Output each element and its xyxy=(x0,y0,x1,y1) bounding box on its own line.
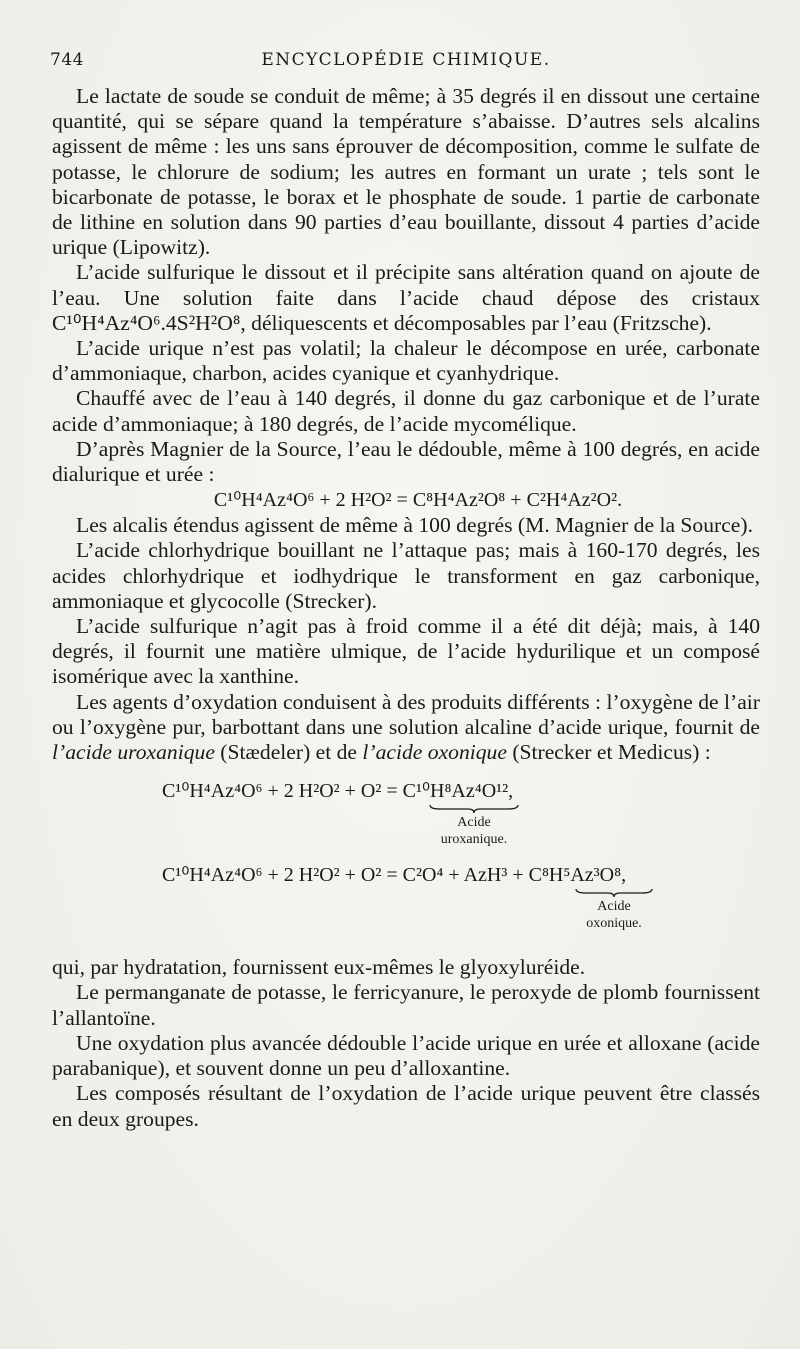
text-segment: L’acide sulfurique le dissout et il précipite sans altération quand on ajoute de l’eau. Une solution faite dans l’acide chaud dépose des cristaux xyxy=(52,260,760,310)
equation-dialurique: C¹⁰H⁴Az⁴O⁶ + 2 H²O² = C⁸H⁴Az²O⁸ + C²H⁴Az²O². xyxy=(213,489,623,512)
italic-term: l’acide oxonique xyxy=(362,740,507,765)
running-header xyxy=(50,50,762,74)
brace-icon xyxy=(428,804,520,814)
paragraph-sulfurique-froid: L’acide sulfurique n’agit pas à froid comme il a été dit déjà; mais, à 140 degrés, il fournit une matière ulmique, de l’acide hydurilique et un composé isomérique avec la xanthine. xyxy=(52,614,760,689)
page-number: 744 xyxy=(50,50,84,70)
paragraph-magnier: D’après Magnier de la Source, l’eau le dédouble, même à 100 degrés, en acide dialurique et urée : xyxy=(52,436,760,487)
equation-line xyxy=(162,779,513,804)
equation-left: C¹⁰H⁴Az⁴O⁶ + 2 H²O² + O² = C²O⁴ + AzH³ + xyxy=(162,864,529,887)
italic-term: l’acide uroxanique xyxy=(52,740,215,765)
text-segment: Les agents d’oxydation conduisent à des produits différents : l’oxygène de l’air ou l’oxygène pur, barbottant dans une solution alcaline d’acide urique, fournit de xyxy=(52,689,760,739)
paragraph-oxydation-avancee: Une oxydation plus avancée dédouble l’acide urique en urée et alloxane (acide parabanique), et souvent donne un peu d’alloxantine. xyxy=(52,1030,760,1081)
text-segment: (Stædeler) et de xyxy=(214,740,363,765)
paragraph-hydratation: qui, par hydratation, fournissent eux-mêmes le glyoxyluréide. xyxy=(52,955,586,980)
equation-left: C¹⁰H⁴Az⁴O⁶ + 2 H²O² + O² = xyxy=(162,780,403,803)
running-title: ENCYCLOPÉDIE CHIMIQUE. xyxy=(261,50,551,70)
paragraph-sulfurique xyxy=(52,260,760,336)
formula-inline: C¹⁰H⁴Az⁴O⁶.4S²H²O⁸ xyxy=(52,310,241,335)
paragraph-chlorhydrique: L’acide chlorhydrique bouillant ne l’attaque pas; mais à 160-170 degrés, les acides chlorhydrique et iodhydrique le transforment en gaz carbonique, ammoniaque et glycocolle (Strecker). xyxy=(52,538,760,613)
text-segment: , déliquescents et décomposables par l’eau (Fritzsche). xyxy=(240,310,712,335)
equation-line xyxy=(162,863,626,888)
paragraph-permanganate: Le permanganate de potasse, le ferricyanure, le peroxyde de plomb fournissent l’allantoïne. xyxy=(52,980,760,1030)
product-label xyxy=(572,888,656,932)
paragraph-alcalis: Les alcalis étendus agissent de même à 100 degrés (M. Magnier de la Source). xyxy=(76,513,753,538)
brace-icon xyxy=(574,888,654,898)
paragraph-chauffe: Chauffé avec de l’eau à 140 degrés, il donne du gaz carbonique et de l’urate acide d’ammoniaque; à 180 degrés, de l’acide mycomélique. xyxy=(52,386,760,436)
equation-product: C¹⁰H⁸Az⁴O¹², xyxy=(402,780,514,803)
paragraph-volatil: L’acide urique n’est pas volatil; la chaleur le décompose en urée, carbonate d’ammoniaque, charbon, acides cyanique et cyanhydrique. xyxy=(52,336,760,386)
paragraph-composes: Les composés résultant de l’oxydation de l’acide urique peuvent être classés en deux groupes. xyxy=(52,1081,760,1131)
product-name: Acide oxonique. xyxy=(586,899,642,932)
paragraph-oxydation xyxy=(52,690,760,766)
product-label xyxy=(424,804,524,848)
body-text xyxy=(52,84,760,1132)
product-name: Acide uroxanique. xyxy=(440,815,508,848)
equation-product: C⁸H⁵Az³O⁸, xyxy=(528,864,627,887)
equation-oxonique xyxy=(52,863,760,955)
paragraph-lactate: Le lactate de soude se conduit de même; à 35 degrés il en dissout une certaine quantité, qui se sépare quand la température s’abaisse. D’autres sels alcalins agissent de même : les uns sans éprouver de décomposition, comme le sulfate de potasse, le chlorure de sodium; les autres en formant un urate ; tels sont le bicarbonate de potasse, le borax et le phosphate de soude. 1 partie de carbonate de lithine en solution dans 90 parties d’eau bouillante, dissout 4 parties d’acide urique (Lipowitz). xyxy=(52,84,760,260)
equation-uroxanique xyxy=(52,779,760,859)
text-segment: (Strecker et Medicus) : xyxy=(506,740,711,765)
